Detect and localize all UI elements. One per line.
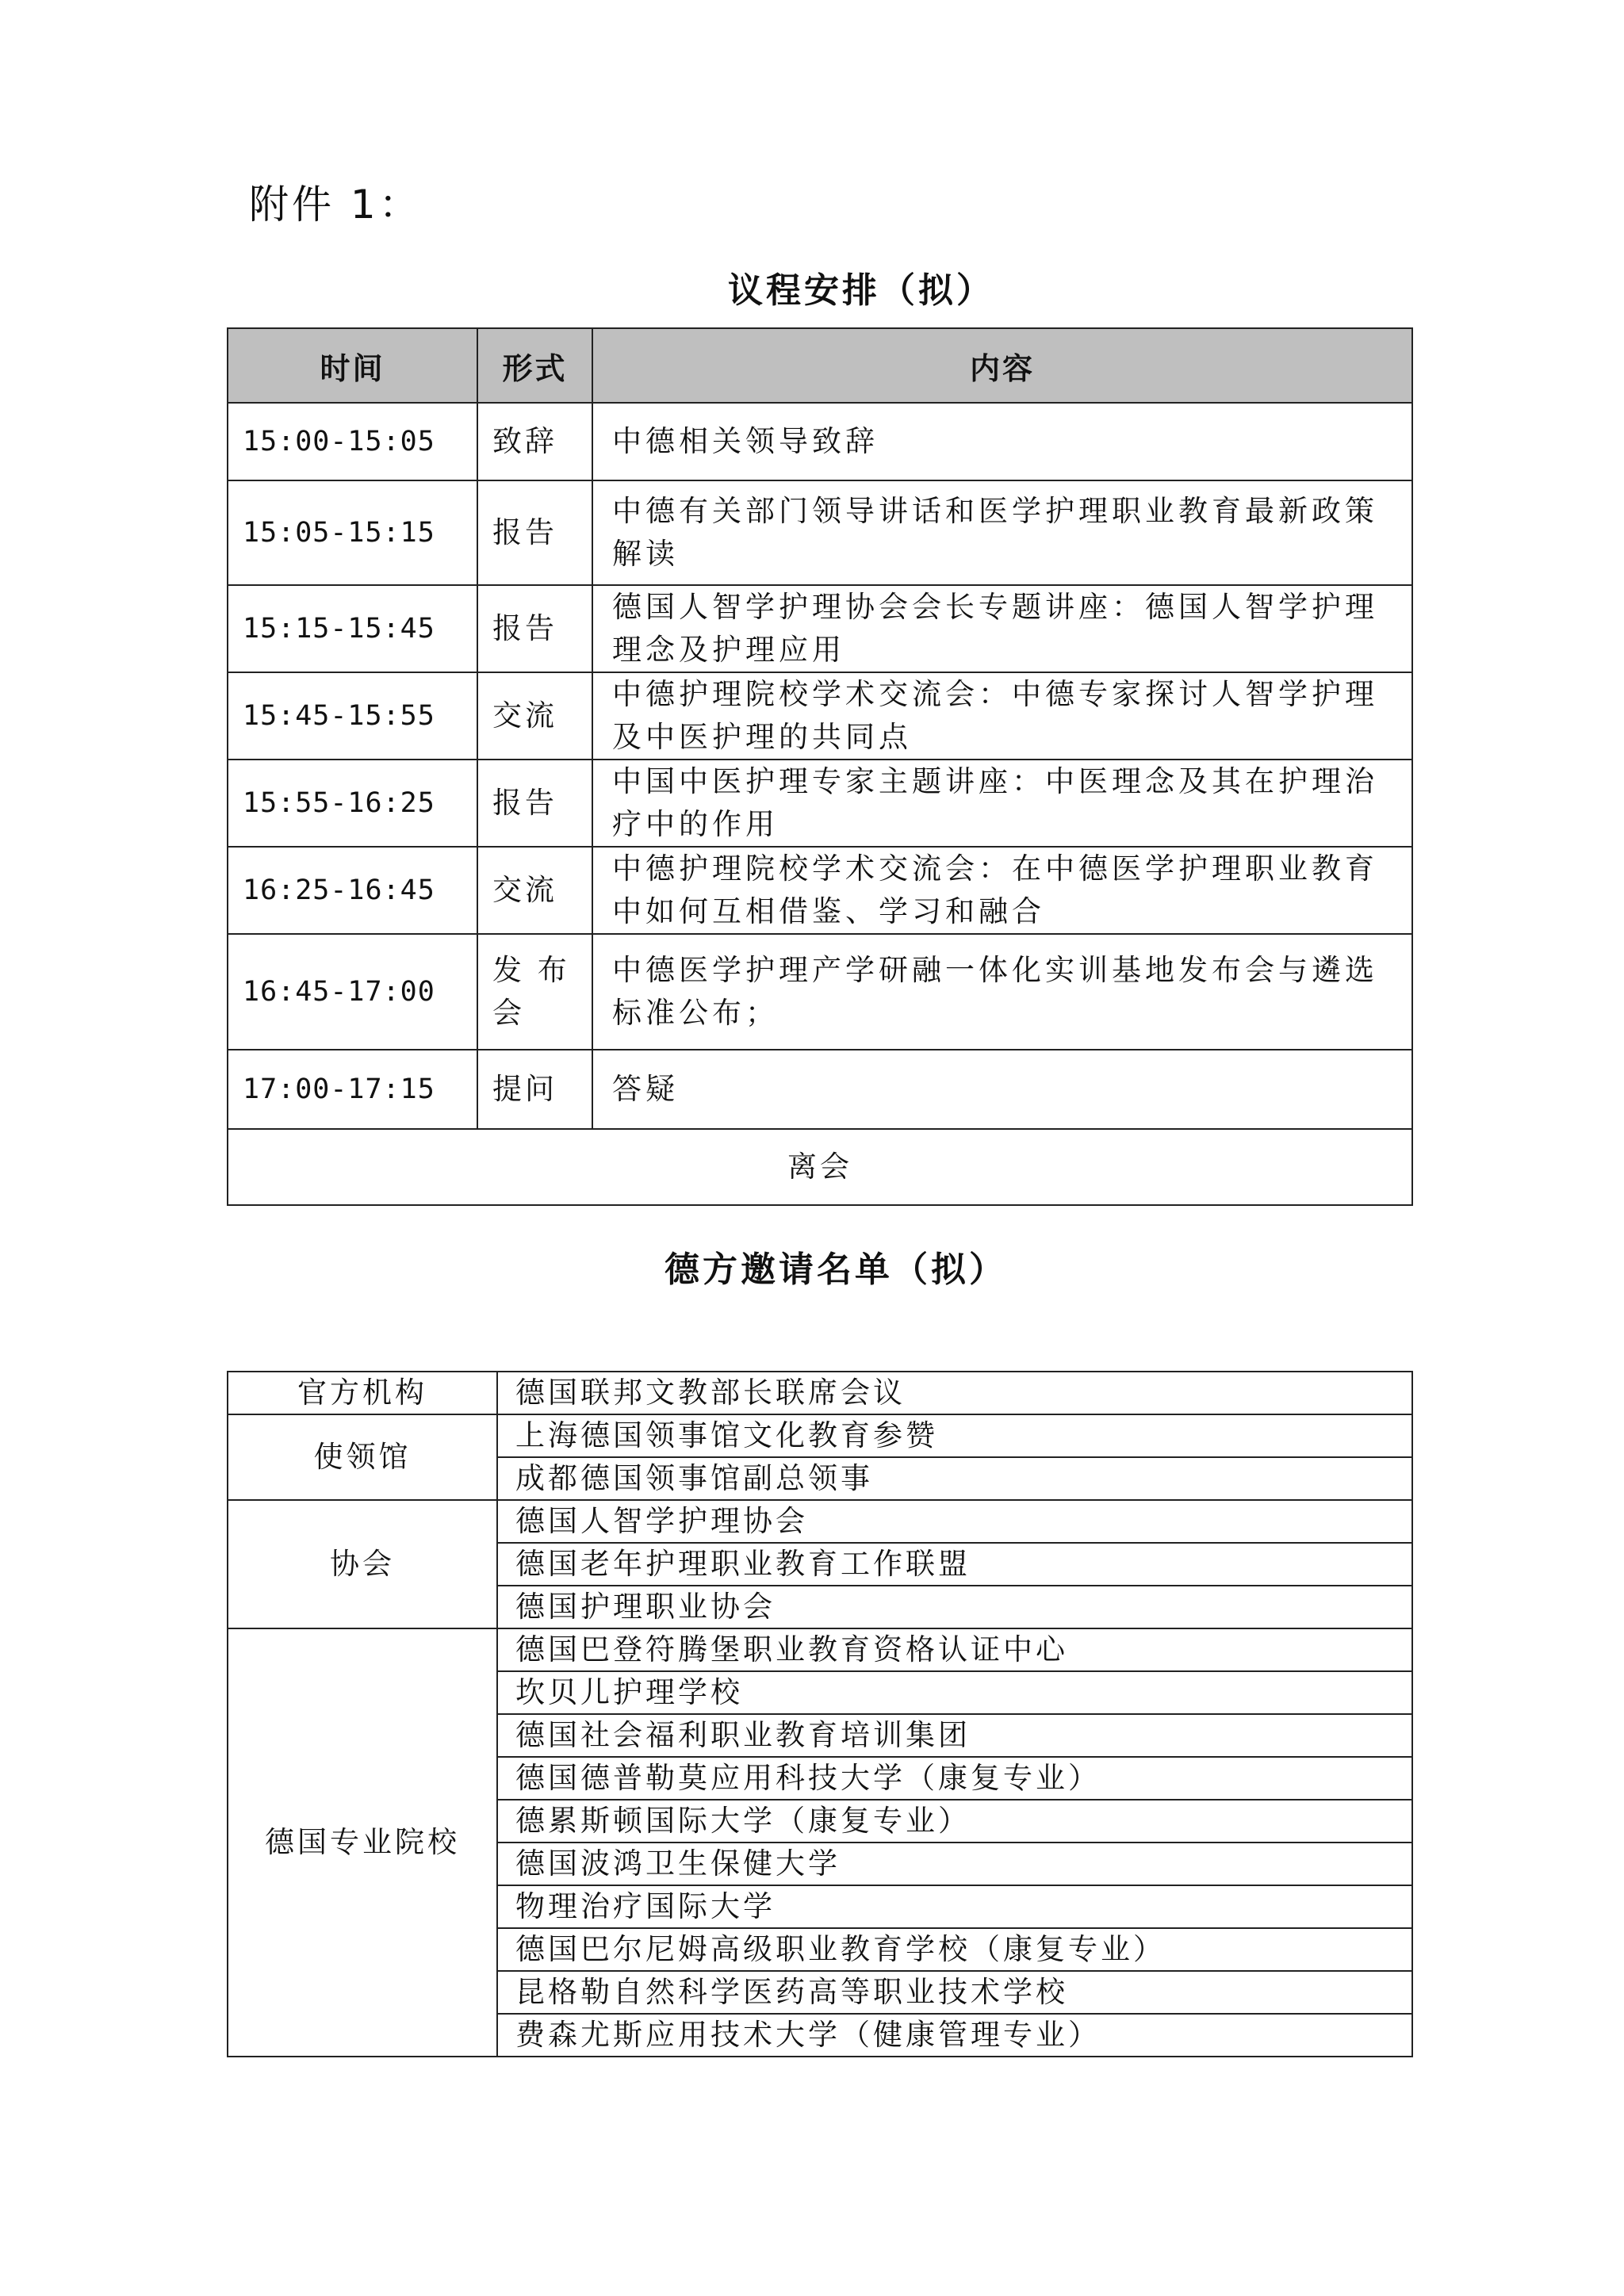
- agenda-time: 15:55-16:25: [228, 760, 477, 847]
- agenda-content: 中德相关领导致辞: [592, 403, 1412, 480]
- invite-org: 德国巴登符腾堡职业教育资格认证中心: [497, 1628, 1412, 1671]
- agenda-time: 15:00-15:05: [228, 403, 477, 480]
- agenda-form: 报告: [477, 760, 592, 847]
- agenda-content: 中德医学护理产学研融一体化实训基地发布会与遴选标准公布；: [592, 934, 1412, 1050]
- agenda-title: 议程安排（拟）: [728, 270, 994, 311]
- agenda-form: 发 布会: [477, 934, 592, 1050]
- agenda-form: 报告: [477, 480, 592, 585]
- header-content: 内容: [592, 328, 1412, 403]
- agenda-content: 中德护理院校学术交流会：在中德医学护理职业教育中如何互相借鉴、学习和融合: [592, 847, 1412, 934]
- agenda-time: 15:05-15:15: [228, 480, 477, 585]
- agenda-content: 中德有关部门领导讲话和医学护理职业教育最新政策解读: [592, 480, 1412, 585]
- invite-org: 德国人智学护理协会: [497, 1500, 1412, 1543]
- invite-org: 上海德国领事馆文化教育参赞: [497, 1414, 1412, 1457]
- agenda-time: 15:45-15:55: [228, 672, 477, 760]
- invite-org: 昆格勒自然科学医药高等职业技术学校: [497, 1971, 1412, 2014]
- invite-org: 德国老年护理职业教育工作联盟: [497, 1543, 1412, 1586]
- invite-org: 德国联邦文教部长联席会议: [497, 1372, 1412, 1414]
- invite-org: 德国护理职业协会: [497, 1586, 1412, 1628]
- agenda-row: [228, 480, 1412, 585]
- invite-org: 德国社会福利职业教育培训集团: [497, 1714, 1412, 1757]
- agenda-time: 15:15-15:45: [228, 585, 477, 672]
- invite-row: [228, 1372, 1412, 1414]
- header-form: 形式: [477, 328, 592, 403]
- agenda-row: [228, 847, 1412, 934]
- invite-row: [228, 1500, 1412, 1543]
- agenda-row: [228, 672, 1412, 760]
- agenda-time: 16:25-16:45: [228, 847, 477, 934]
- agenda-time: 17:00-17:15: [228, 1050, 477, 1129]
- agenda-row: [228, 1050, 1412, 1129]
- agenda-form: 致辞: [477, 403, 592, 480]
- agenda-row: [228, 403, 1412, 480]
- invite-table: [227, 1371, 1413, 2057]
- agenda-time: 16:45-17:00: [228, 934, 477, 1050]
- agenda-form: 报告: [477, 585, 592, 672]
- agenda-content: 中德护理院校学术交流会：中德专家探讨人智学护理及中医护理的共同点: [592, 672, 1412, 760]
- invite-category: 德国专业院校: [228, 1628, 497, 2057]
- agenda-table: [227, 327, 1413, 1206]
- agenda-form: 交流: [477, 847, 592, 934]
- invite-title: 德方邀请名单（拟）: [665, 1249, 1007, 1290]
- agenda-content: 中国中医护理专家主题讲座：中医理念及其在护理治疗中的作用: [592, 760, 1412, 847]
- agenda-closing: 离会: [228, 1129, 1412, 1205]
- invite-org: 德累斯顿国际大学（康复专业）: [497, 1800, 1412, 1843]
- agenda-form: 交流: [477, 672, 592, 760]
- invite-org: 成都德国领事馆副总领事: [497, 1457, 1412, 1500]
- invite-org: 德国波鸿卫生保健大学: [497, 1843, 1412, 1885]
- agenda-row: [228, 934, 1412, 1050]
- invite-row: [228, 1414, 1412, 1457]
- agenda-row: [228, 585, 1412, 672]
- invite-org: 物理治疗国际大学: [497, 1885, 1412, 1928]
- header-time: 时间: [228, 328, 477, 403]
- invite-category: 协会: [228, 1500, 497, 1628]
- attachment-label: 附件 1：: [249, 182, 422, 228]
- agenda-content: 答疑: [592, 1050, 1412, 1129]
- invite-org: 德国巴尔尼姆高级职业教育学校（康复专业）: [497, 1928, 1412, 1971]
- agenda-form: 提问: [477, 1050, 592, 1129]
- invite-org: 德国德普勒莫应用科技大学（康复专业）: [497, 1757, 1412, 1800]
- invite-org: 坎贝儿护理学校: [497, 1671, 1412, 1714]
- agenda-content: 德国人智学护理协会会长专题讲座：德国人智学护理理念及护理应用: [592, 585, 1412, 672]
- invite-org: 费森尤斯应用技术大学（健康管理专业）: [497, 2014, 1412, 2057]
- invite-row: [228, 1628, 1412, 1671]
- invite-category: 使领馆: [228, 1414, 497, 1500]
- invite-category: 官方机构: [228, 1372, 497, 1414]
- agenda-header-row: [228, 328, 1412, 403]
- agenda-closing-row: [228, 1129, 1412, 1205]
- agenda-row: [228, 760, 1412, 847]
